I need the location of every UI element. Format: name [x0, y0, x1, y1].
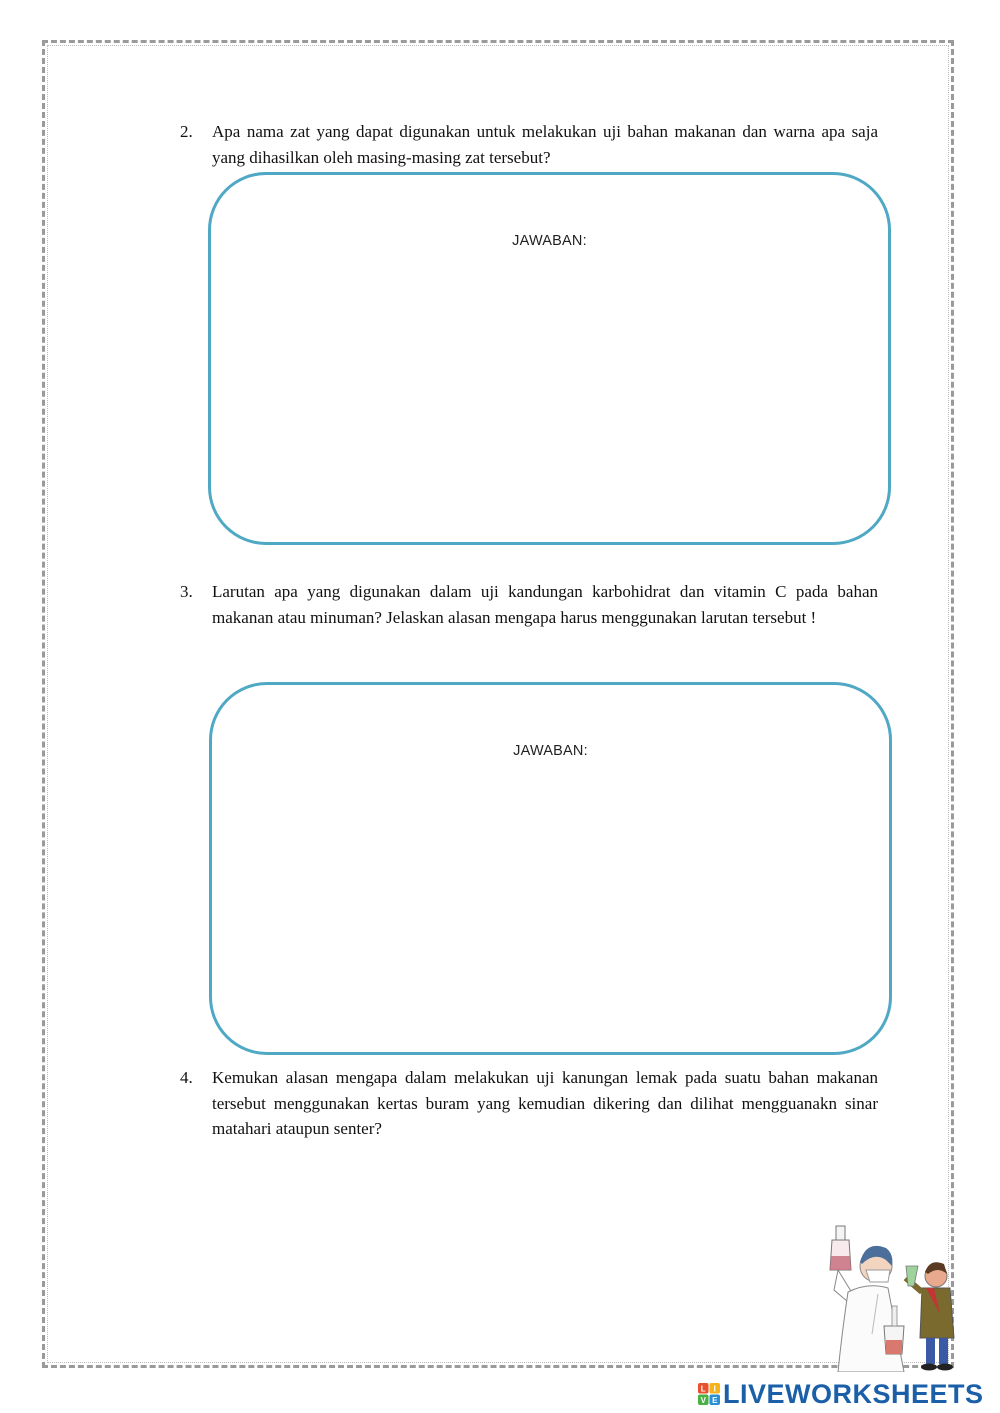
question-text: Larutan apa yang digunakan dalam uji kandungan karbohidrat dan vitamin C pada bahan makanan atau minuman? Jelaskan alasan mengapa harus menggunakan larutan tersebut ! — [212, 582, 878, 627]
flask-icon — [830, 1226, 851, 1270]
badge-letter-v: V — [700, 1395, 706, 1405]
question-2 — [180, 119, 878, 170]
badge-letter-e: E — [712, 1395, 718, 1405]
badge-letter-i: I — [713, 1384, 716, 1394]
question-number: 3. — [180, 582, 193, 601]
answer-box-2[interactable] — [208, 172, 891, 545]
question-3 — [180, 579, 878, 630]
question-text: Apa nama zat yang dapat digunakan untuk melakukan uji bahan makanan dan warna apa saja yang dihasilkan oleh masing-masing zat tersebut? — [212, 122, 878, 167]
question-number: 2. — [180, 122, 193, 141]
question-4 — [180, 1065, 878, 1142]
scientists-illustration — [808, 1222, 958, 1372]
logo-text: LIVEWORKSHEETS — [723, 1378, 984, 1409]
liveworksheets-badge-icon — [698, 1383, 720, 1405]
badge-letter-l: L — [700, 1384, 706, 1394]
question-text: Kemukan alasan mengapa dalam melakukan uji kanungan lemak pada suatu bahan makanan tersebut menggunakan kertas buram yang kemudian dikering dan dilihat mengguanakn sinar matahari ataupun senter? — [212, 1068, 878, 1138]
liveworksheets-logo[interactable] — [698, 1378, 984, 1410]
answer-box-3[interactable] — [209, 682, 892, 1055]
question-number: 4. — [180, 1068, 193, 1087]
assistant-figure — [906, 1262, 954, 1370]
answer-label: JAWABAN: — [512, 233, 587, 249]
answer-label: JAWABAN: — [513, 743, 588, 759]
